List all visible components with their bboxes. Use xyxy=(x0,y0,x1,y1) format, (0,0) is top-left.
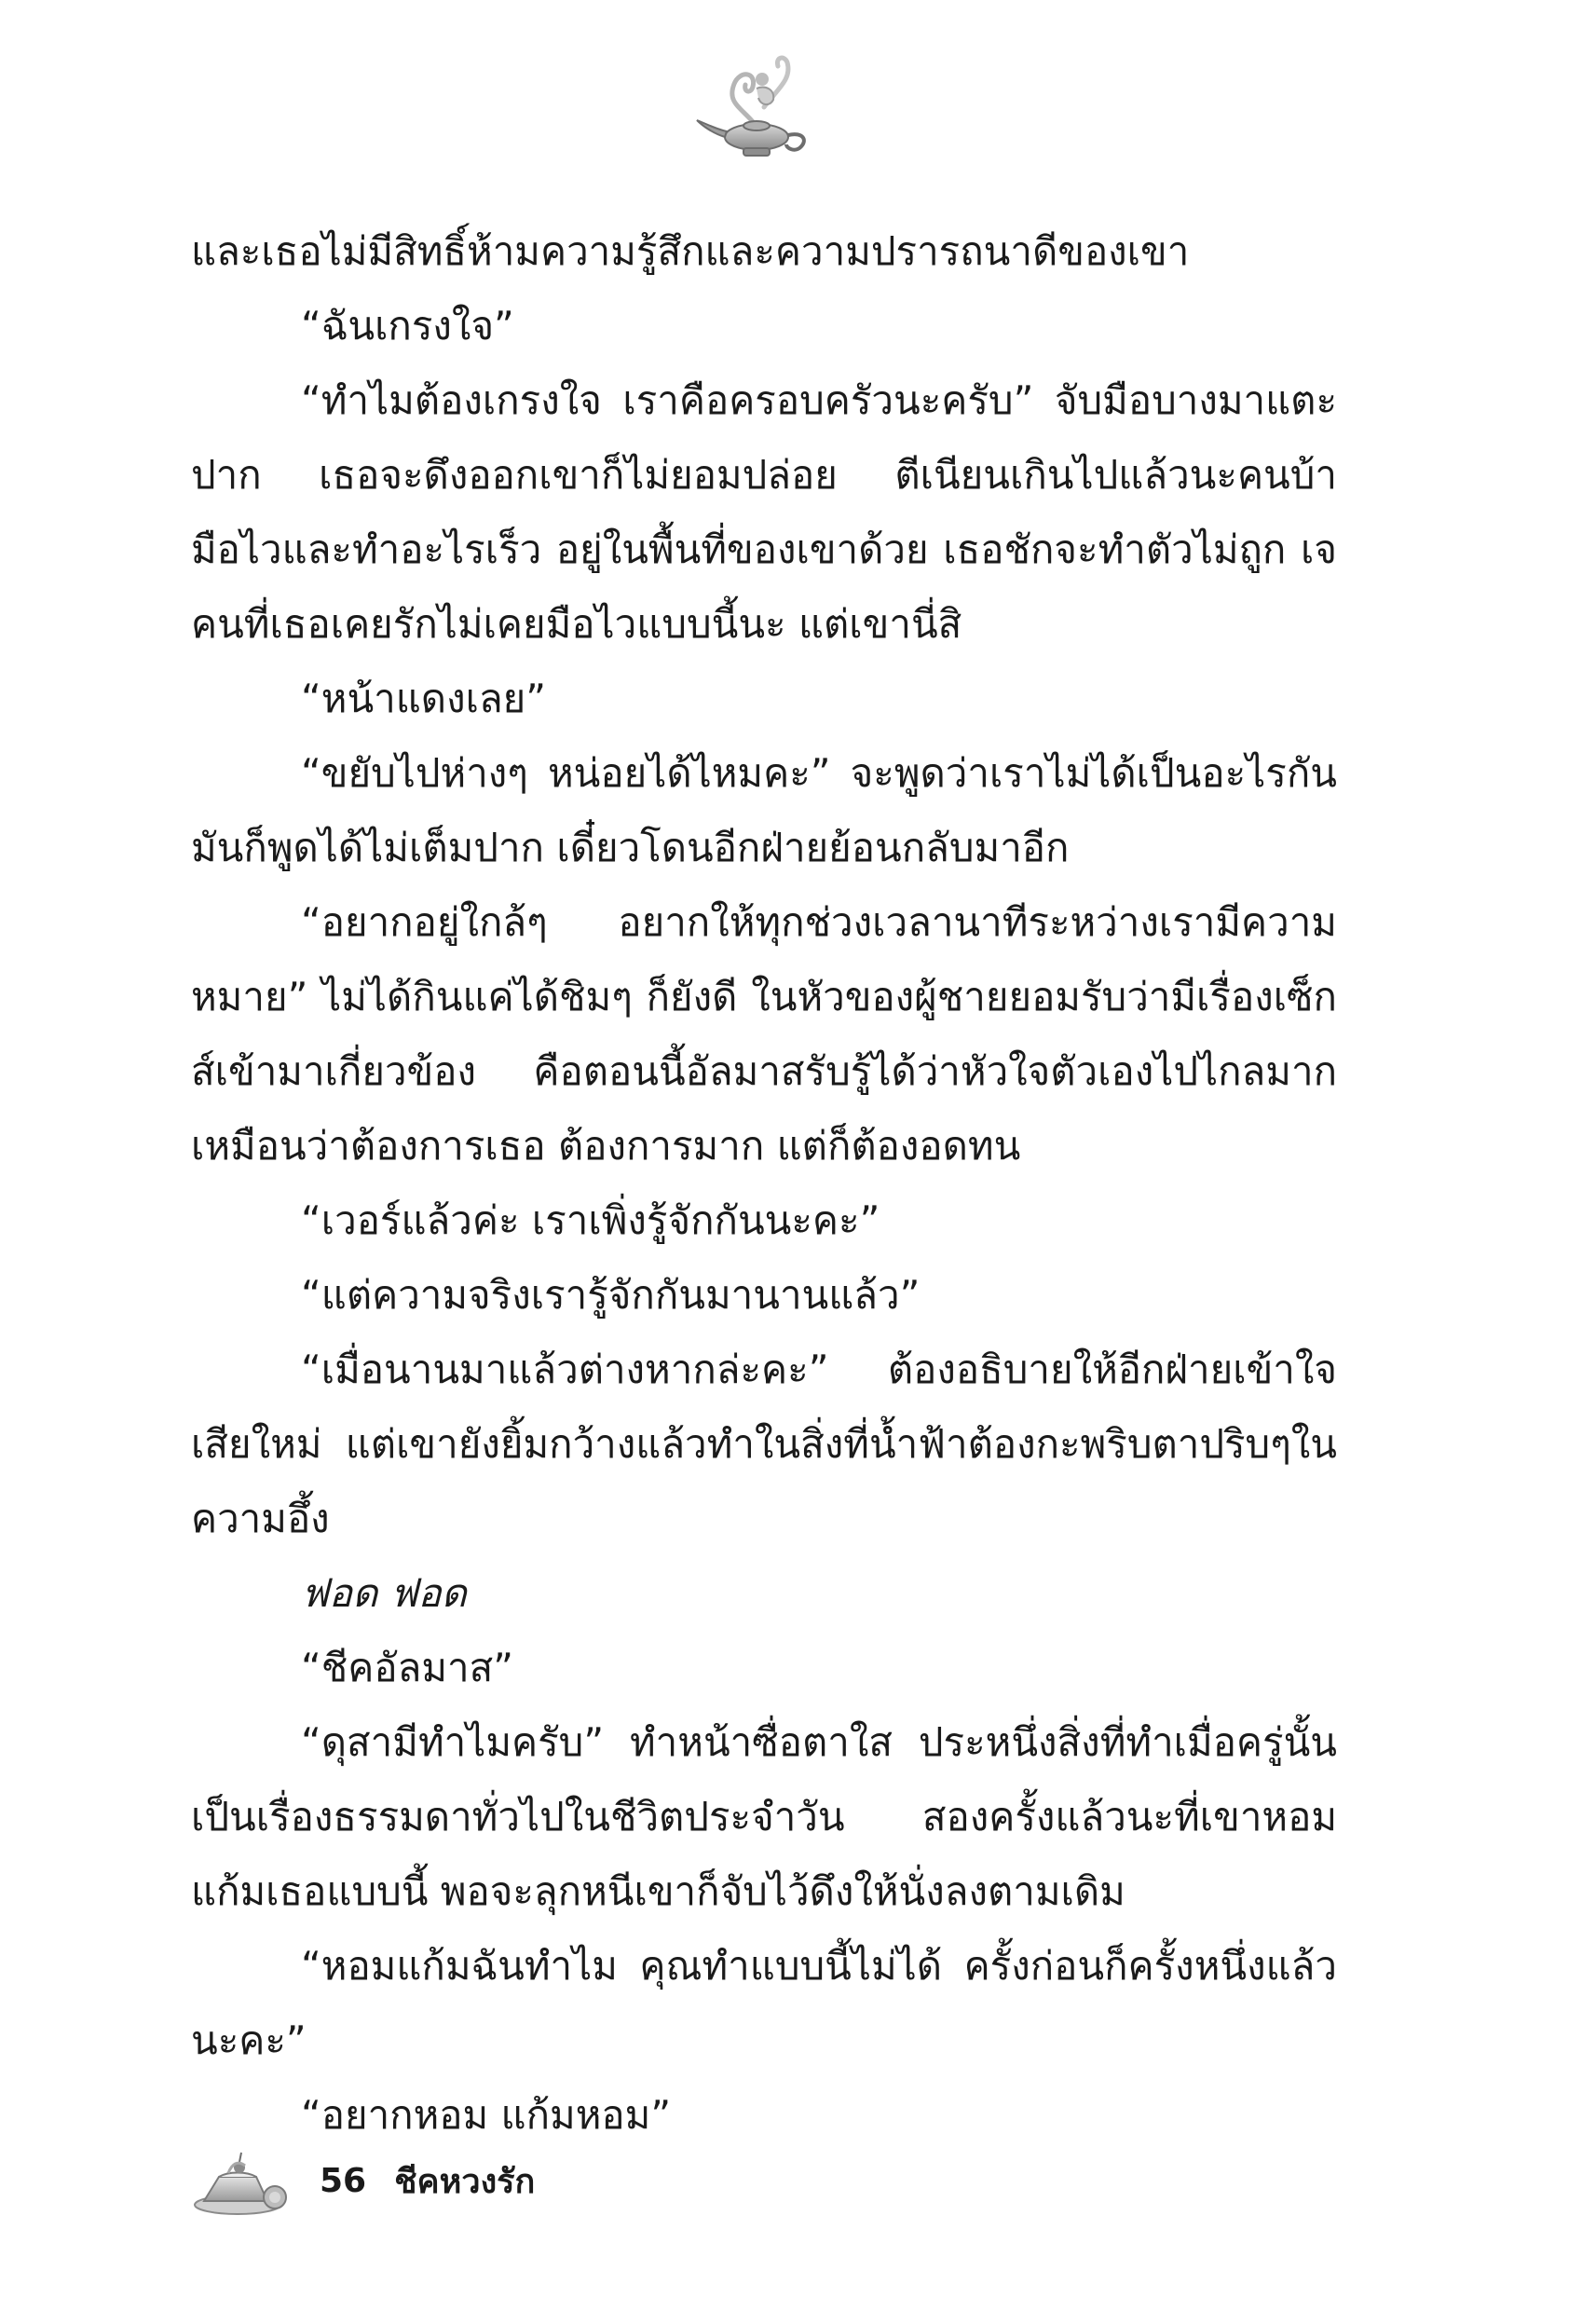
magic-lamp-ornament-icon xyxy=(689,51,820,163)
paragraph: “เวอร์แล้วค่ะ เราเพิ่งรู้จักกันนะคะ” xyxy=(301,1197,880,1243)
paragraph: “ฉันเกรงใจ” xyxy=(301,303,514,349)
paragraph: “อยากหอม แก้มหอม” xyxy=(301,2092,672,2138)
paragraph: “ชีคอัลมาส” xyxy=(301,1645,513,1690)
page-footer xyxy=(191,2143,535,2218)
paragraph: และเธอไม่มีสิทธิ์ห้ามความรู้สึกและความปรารถนาดีของเขา xyxy=(191,228,1190,274)
body-text xyxy=(191,214,1337,2153)
paragraph: “แต่ความจริงเรารู้จักกันมานานแล้ว” xyxy=(301,1272,921,1318)
paragraph: “ดุสามีทำไมครับ” ทำหน้าซื่อตาใส ประหนึ่งสิ่งที่ทำเมื่อครู่นั้นเป็นเรื่องธรรมดาทั่วไปในชีวิตประจำวัน สองครั้งแล้วนะที่เขาหอมแก้มเธอแบบนี้ พอจะลุกหนีเขาก็จับไว้ดึงให้นั่งลงตามเดิม xyxy=(191,1719,1337,1914)
paragraph: “หน้าแดงเลย” xyxy=(301,676,547,721)
paragraph: “เมื่อนานมาแล้วต่างหากล่ะคะ” ต้องอธิบายให้อีกฝ่ายเข้าใจเสียใหม่ แต่เขายังยิ้มกว้างแล้วทำในสิ่งที่น้ำฟ้าต้องกะพริบตาปริบๆในความอึ้ง xyxy=(191,1347,1337,1541)
paragraph: ฟอด ฟอด xyxy=(301,1570,467,1616)
paragraph: “ขยับไปห่างๆ หน่อยได้ไหมคะ” จะพูดว่าเราไม่ได้เป็นอะไรกันมันก็พูดได้ไม่เต็มปาก เดี๋ยวโดนอีกฝ่ายย้อนกลับมาอีก xyxy=(191,750,1337,870)
book-title: ชีคหวงรัก xyxy=(394,2162,536,2201)
page-number: 56 xyxy=(320,2161,367,2200)
cake-teacup-icon xyxy=(191,2143,293,2218)
paragraph: “หอมแก้มฉันทำไม คุณทำแบบนี้ไม่ได้ ครั้งก่อนก็ครั้งหนึ่งแล้วนะคะ” xyxy=(191,1943,1337,2063)
paragraph: “ทำไมต้องเกรงใจ เราคือครอบครัวนะครับ” จับมือบางมาแตะปาก เธอจะดึงออกเขาก็ไม่ยอมปล่อย ตีเนียนเกินไปแล้วนะคนบ้ามือไวและทำอะไรเร็ว อยู่ในพื้นที่ของเขาด้วย เธอชักจะทำตัวไม่ถูก เจคนที่เธอเคยรักไม่เคยมือไวแบบนี้นะ แต่เขานี่สิ xyxy=(191,377,1337,647)
paragraph: “อยากอยู่ใกล้ๆ อยากให้ทุกช่วงเวลานาทีระหว่างเรามีความหมาย” ไม่ได้กินแค่ได้ชิมๆ ก็ยังดี ในหัวของผู้ชายยอมรับว่ามีเรื่องเซ็กส์เข้ามาเกี่ยวข้อง คือตอนนี้อัลมาสรับรู้ได้ว่าหัวใจตัวเองไปไกลมาก เหมือนว่าต้องการเธอ ต้องการมาก แต่ก็ต้องอดทน xyxy=(191,899,1337,1169)
